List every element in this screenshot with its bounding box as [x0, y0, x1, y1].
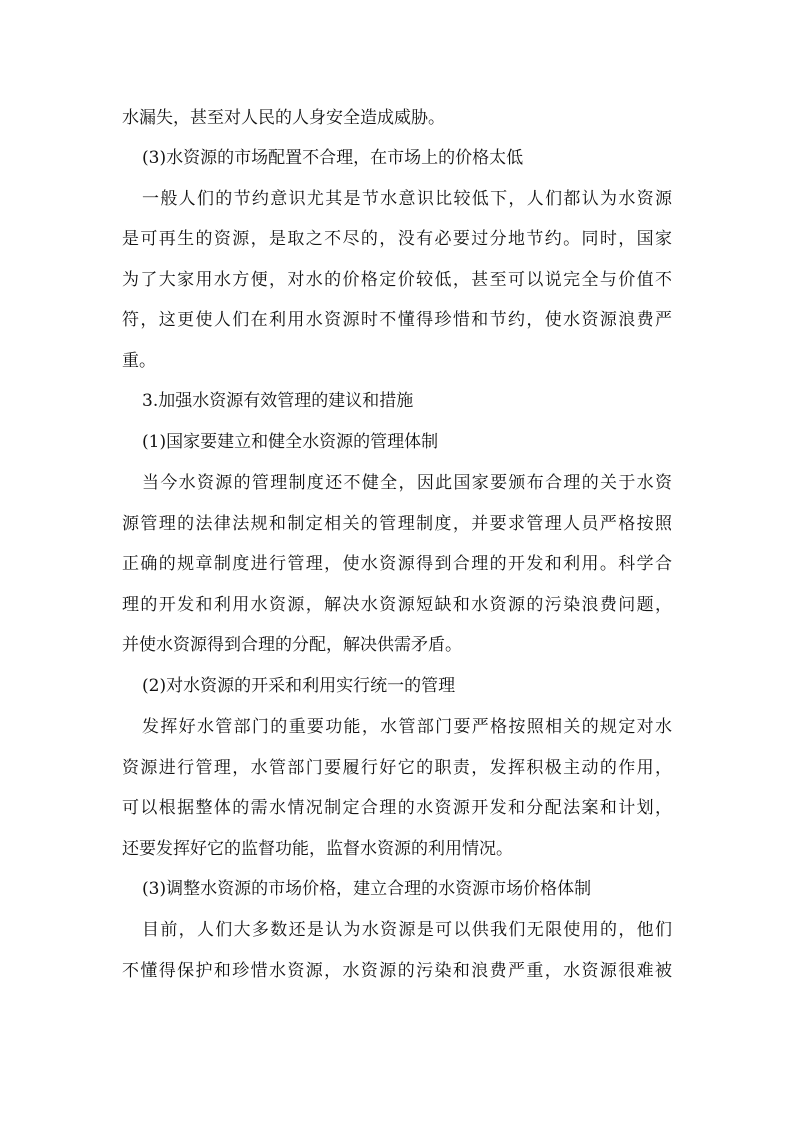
paragraph-line: 水漏失，甚至对人民的人身安全造成威胁。: [122, 108, 445, 128]
paragraph-line: 目前，人们大多数还是认为水资源是可以供我们无限使用的，他们: [142, 920, 672, 940]
subheading-2-unified-management: (2)对水资源的开采和利用实行统一的管理: [142, 676, 456, 696]
subheading-3-market-price: (3)水资源的市场配置不合理，在市场上的价格太低: [142, 148, 524, 168]
paragraph-line: 重。: [122, 351, 156, 371]
paragraph-line: 一般人们的节约意识尤其是节水意识比较低下，人们都认为水资源: [142, 189, 672, 209]
paragraph-line: 资源进行管理，水管部门要履行好它的职责，发挥积极主动的作用，: [122, 758, 672, 778]
subheading-1-management-system: (1)国家要建立和健全水资源的管理体制: [142, 432, 439, 452]
paragraph-line: 为了大家用水方便，对水的价格定价较低，甚至可以说完全与价值不: [122, 270, 672, 290]
paragraph-line: 是可再生的资源，是取之不尽的，没有必要过分地节约。同时，国家: [122, 229, 672, 249]
section-heading-3: 3.加强水资源有效管理的建议和措施: [142, 391, 414, 411]
paragraph-line: 不懂得保护和珍惜水资源，水资源的污染和浪费严重，水资源很难被: [122, 961, 672, 981]
paragraph-line: 正确的规章制度进行管理，使水资源得到合理的开发和利用。科学合: [122, 554, 672, 574]
paragraph-line: 理的开发和利用水资源，解决水资源短缺和水资源的污染浪费问题，: [122, 595, 672, 615]
paragraph-line: 符，这更使人们在利用水资源时不懂得珍惜和节约，使水资源浪费严: [122, 310, 672, 330]
subheading-3-adjust-price: (3)调整水资源的市场价格，建立合理的水资源市场价格体制: [142, 879, 592, 899]
paragraph-line: 并使水资源得到合理的分配，解决供需矛盾。: [122, 635, 462, 655]
paragraph-line: 可以根据整体的需水情况制定合理的水资源开发和分配法案和计划，: [122, 798, 672, 818]
paragraph-line: 发挥好水管部门的重要功能，水管部门要严格按照相关的规定对水: [142, 717, 672, 737]
paragraph-line: 当今水资源的管理制度还不健全，因此国家要颁布合理的关于水资: [142, 473, 672, 493]
paragraph-line: 还要发挥好它的监督功能，监督水资源的利用情况。: [122, 839, 513, 859]
paragraph-line: 源管理的法律法规和制定相关的管理制度，并要求管理人员严格按照: [122, 514, 672, 534]
